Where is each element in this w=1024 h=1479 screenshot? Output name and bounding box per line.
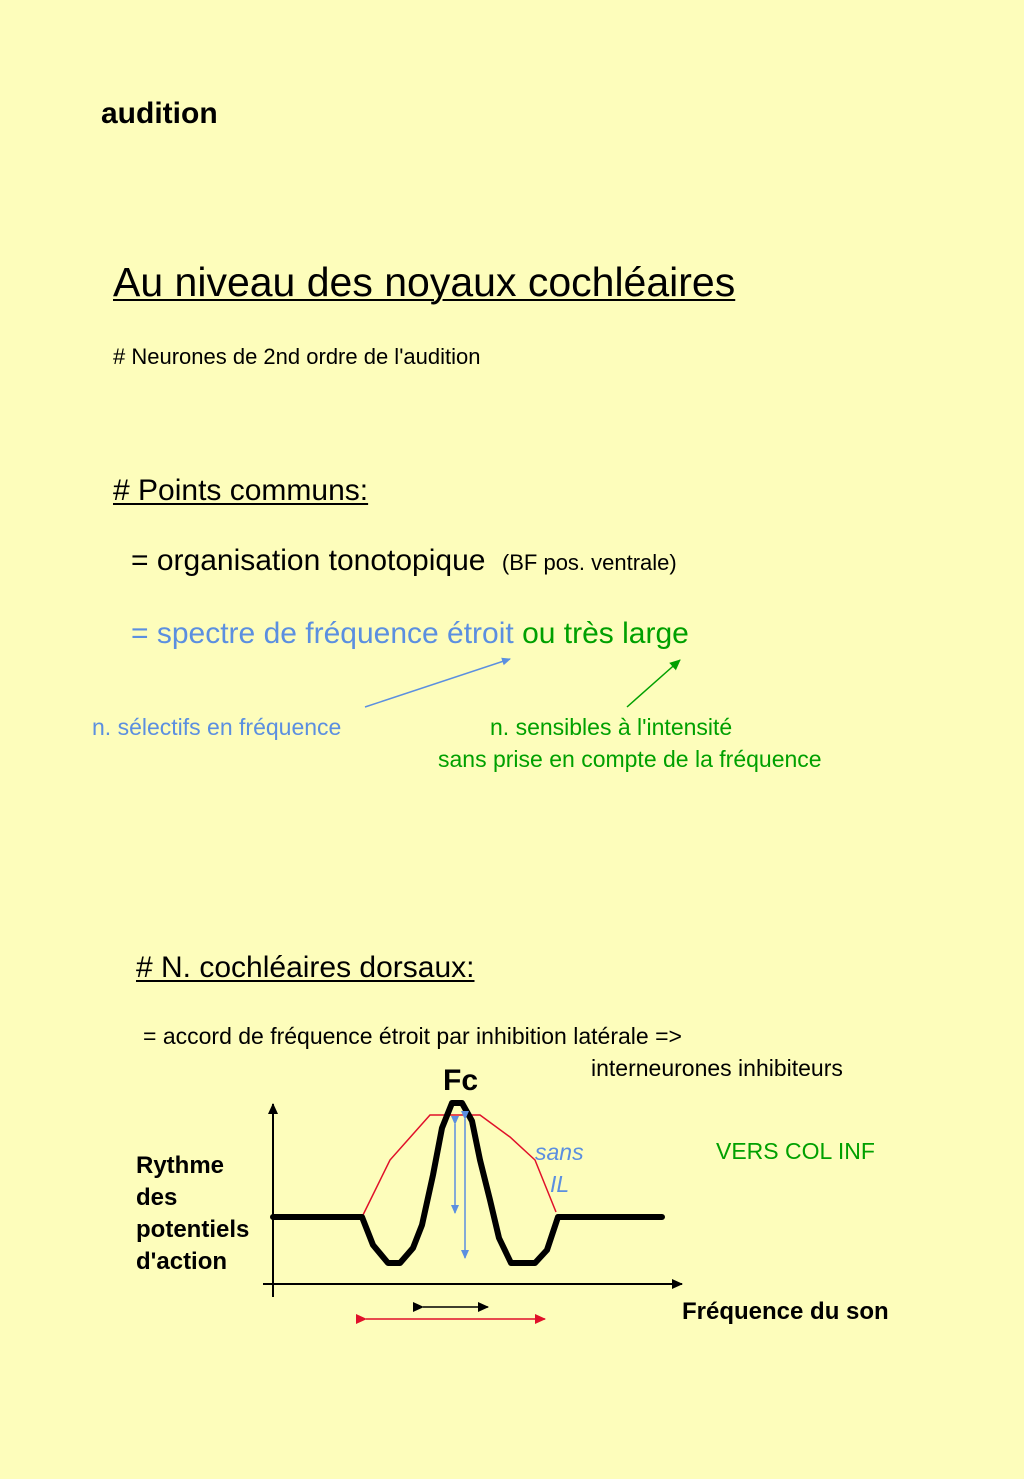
dorsal-description-1: = accord de fréquence étroit par inhibition latérale => (143, 1023, 682, 1049)
target-label: VERS COL INF (716, 1138, 875, 1164)
points-heading: # Points communs: (113, 474, 369, 507)
intensity-neurons-label-2: sans prise en compte de la fréquence (438, 746, 822, 772)
curve-note-il: IL (550, 1171, 570, 1197)
tuning-curve-with-inhibition (273, 1103, 662, 1263)
curve-note-sans: sans (535, 1139, 584, 1165)
tonotopy-text: = organisation tonotopique (131, 544, 486, 577)
tuning-curve-without-inhibition (363, 1115, 556, 1215)
dorsal-heading: # N. cochléaires dorsaux: (136, 951, 475, 984)
y-axis-label-line: d'action (136, 1248, 228, 1275)
x-axis-label: Fréquence du son (682, 1298, 889, 1325)
page-header-title: audition (101, 97, 218, 130)
y-axis-label-line: potentiels (136, 1216, 250, 1243)
spectrum-wide: ou très large (522, 617, 689, 650)
intensity-neurons-label-1: n. sensibles à l'intensité (490, 714, 733, 740)
spectrum-narrow: = spectre de fréquence étroit (131, 617, 514, 650)
selective-neurons-label: n. sélectifs en fréquence (92, 714, 342, 740)
y-axis-label-line: Rythme (136, 1152, 225, 1179)
section-title: Au niveau des noyaux cochléaires (113, 259, 736, 305)
pointer-arrow-wide (627, 660, 680, 707)
section-note: # Neurones de 2nd ordre de l'audition (113, 344, 481, 369)
dorsal-description-2: interneurones inhibiteurs (591, 1055, 843, 1081)
pointer-arrow-narrow (365, 659, 510, 707)
peak-label: Fc (443, 1064, 479, 1097)
tonotopy-detail: (BF pos. ventrale) (501, 550, 677, 575)
y-axis-label-line: des (136, 1184, 178, 1211)
